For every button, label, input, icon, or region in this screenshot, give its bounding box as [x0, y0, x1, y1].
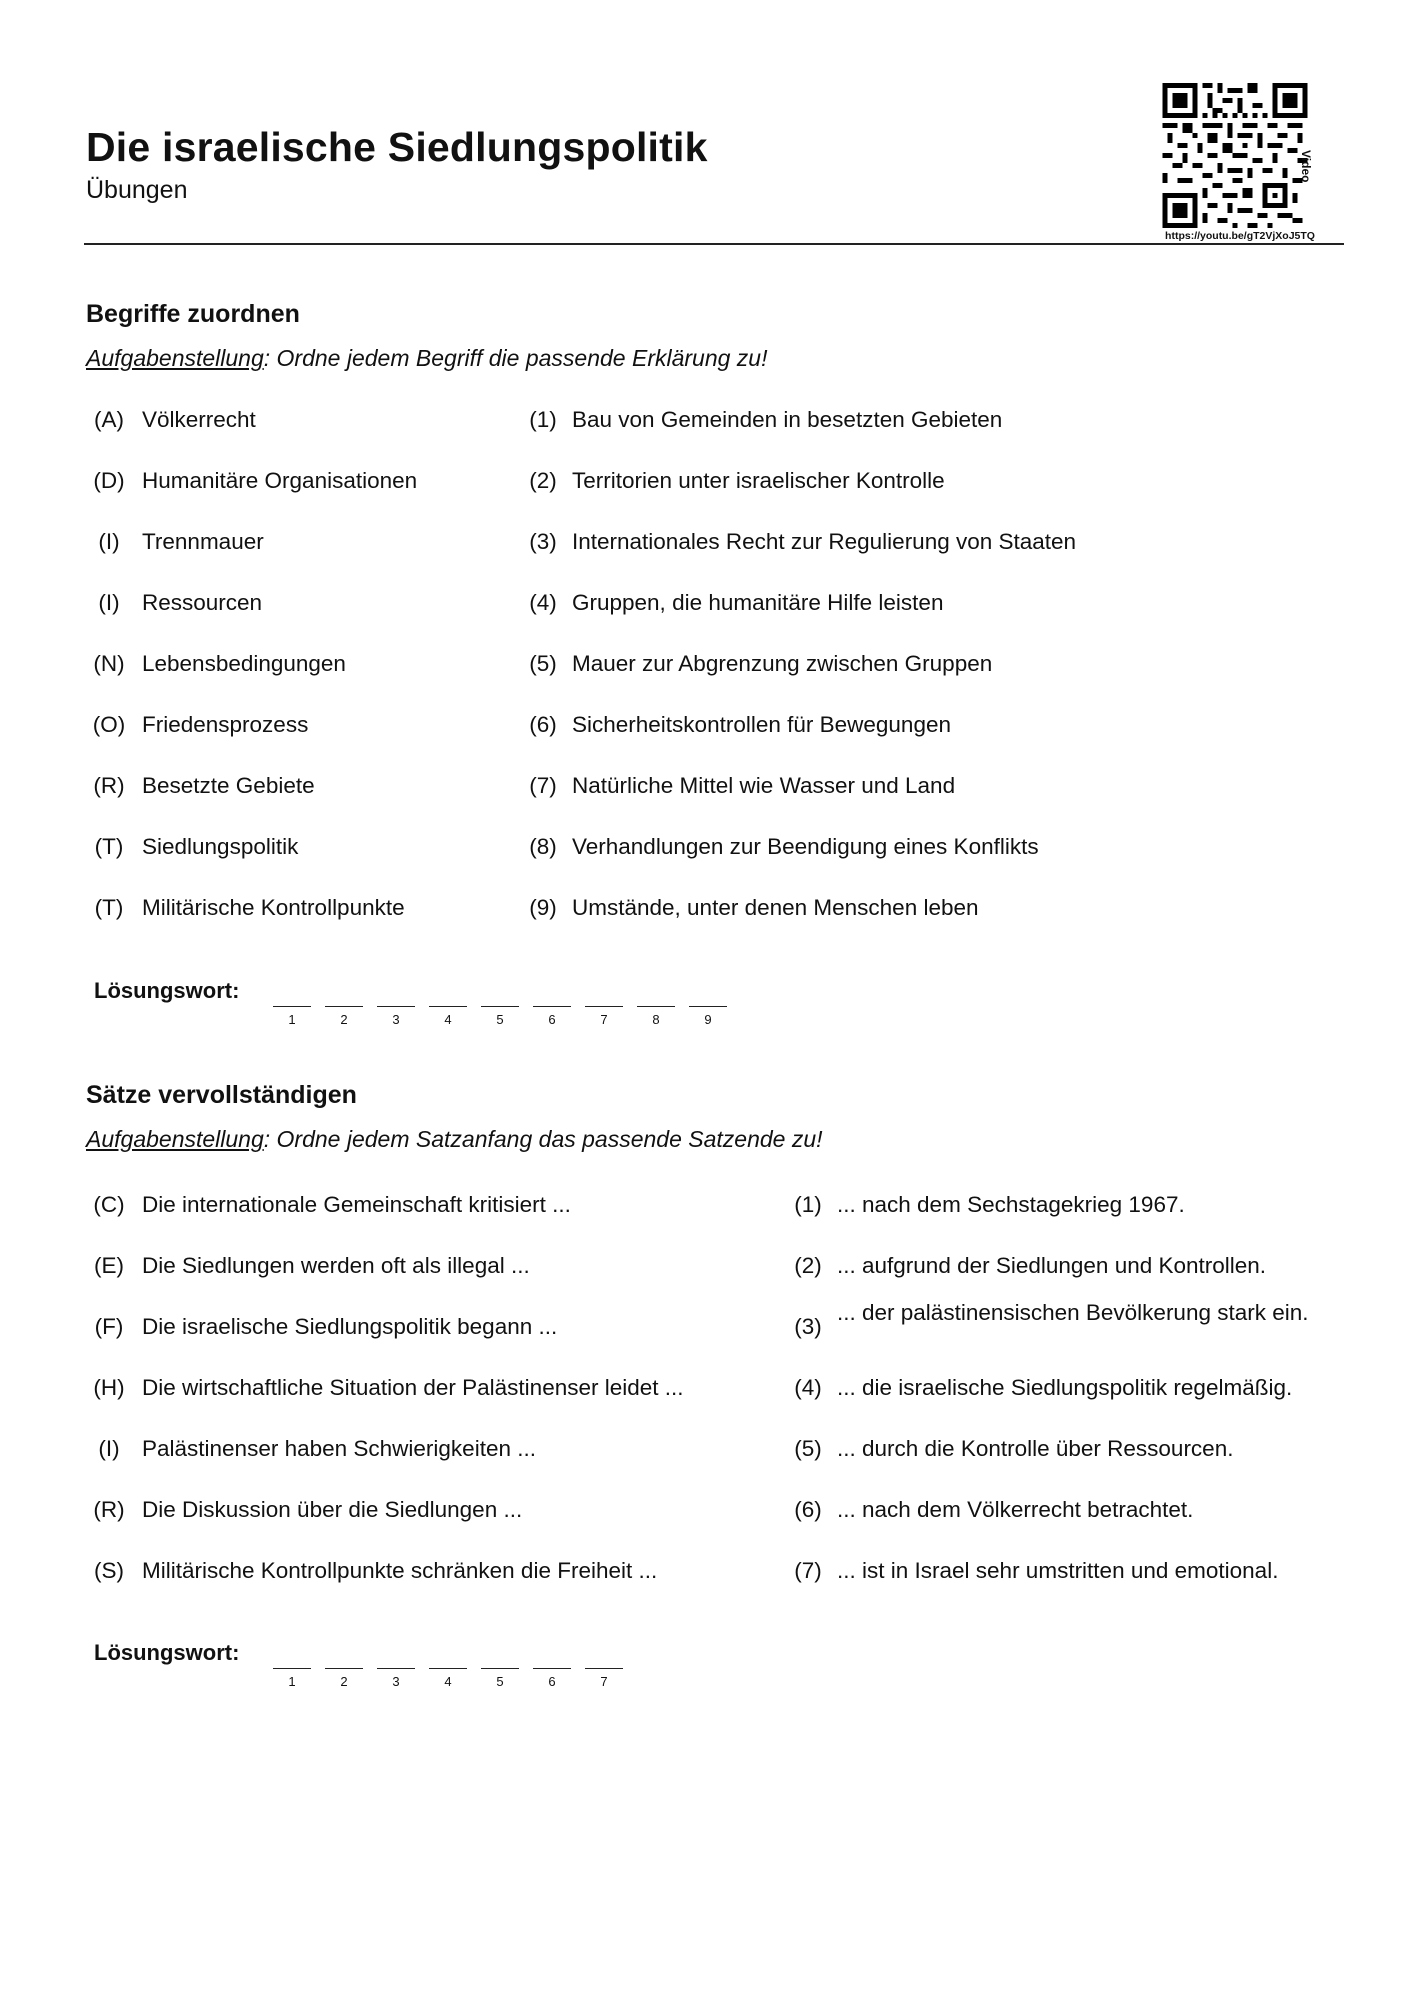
answer-blank[interactable]: [481, 1668, 519, 1669]
term-letter: (T): [94, 834, 124, 859]
blank-number: 6: [548, 1674, 556, 1689]
term-text: Siedlungspolitik: [142, 834, 299, 859]
blank-number: 7: [600, 1674, 608, 1689]
sentence-end-text: ... aufgrund der Siedlungen und Kontrollen.: [837, 1253, 1267, 1278]
instruction-text: : Ordne jedem Satzanfang das passende Satzende zu!: [263, 1126, 823, 1152]
video-label: Video: [1299, 150, 1313, 183]
sentence-start-text: Die Siedlungen werden oft als illegal ...: [142, 1253, 530, 1278]
blank-number: 5: [496, 1674, 504, 1689]
sentence-start-text: Militärische Kontrollpunkte schränken die Freiheit ...: [142, 1558, 658, 1583]
qr-code-icon[interactable]: [1160, 83, 1310, 228]
answer-blank[interactable]: [325, 1006, 363, 1007]
answer-blank[interactable]: [377, 1006, 415, 1007]
answer-blank[interactable]: [429, 1006, 467, 1007]
answer-blank[interactable]: [273, 1668, 311, 1669]
sentence-end-number: (2): [794, 1253, 822, 1278]
sentence-end-text: ... nach dem Völkerrecht betrachtet.: [837, 1497, 1194, 1522]
term-text: Militärische Kontrollpunkte: [142, 895, 405, 920]
definition-number: (9): [529, 895, 557, 920]
instruction-text: : Ordne jedem Begriff die passende Erklärung zu!: [263, 345, 768, 371]
answer-blank[interactable]: [273, 1006, 311, 1007]
answer-blank[interactable]: [585, 1006, 623, 1007]
term-text: Trennmauer: [142, 529, 264, 554]
sentence-letter: (H): [93, 1375, 125, 1400]
sentence-end-number: (6): [794, 1497, 822, 1522]
term-letter: (N): [93, 651, 125, 676]
sentence-end-number: (4): [794, 1375, 822, 1400]
sentence-end-number: (3): [794, 1314, 822, 1339]
answer-blank[interactable]: [377, 1668, 415, 1669]
sentence-letter: (I): [98, 1436, 120, 1461]
sentence-letter: (R): [93, 1497, 125, 1522]
blank-number: 1: [288, 1012, 296, 1027]
definition-text: Territorien unter israelischer Kontrolle: [572, 468, 945, 493]
sentence-letter: (C): [93, 1192, 125, 1217]
answer-blank[interactable]: [429, 1668, 467, 1669]
blank-number: 3: [392, 1674, 400, 1689]
answer-blank[interactable]: [585, 1668, 623, 1669]
blank-number: 7: [600, 1012, 608, 1027]
term-text: Ressourcen: [142, 590, 263, 615]
definition-number: (6): [529, 712, 557, 737]
instruction-prefix: Aufgabenstellung: [86, 1126, 264, 1152]
page-subtitle: Übungen: [86, 176, 188, 204]
sentence-end-text: ... der palästinensischen Bevölkerung stark ein.: [837, 1300, 1309, 1325]
qr-url-caption[interactable]: https://youtu.be/gT2VjXoJ5TQ: [1165, 230, 1315, 242]
sentence-end-text: ... durch die Kontrolle über Ressourcen.: [837, 1436, 1234, 1461]
sentence-start-text: Die Diskussion über die Siedlungen ...: [142, 1497, 523, 1522]
blank-number: 6: [548, 1012, 556, 1027]
sentence-letter: (S): [94, 1558, 124, 1583]
sentence-letter: (F): [94, 1314, 124, 1339]
definition-text: Sicherheitskontrollen für Bewegungen: [572, 712, 951, 737]
term-letter: (I): [98, 529, 120, 554]
definition-number: (3): [529, 529, 557, 554]
term-letter: (T): [94, 895, 124, 920]
term-letter: (O): [92, 712, 126, 737]
answer-blank[interactable]: [533, 1668, 571, 1669]
blank-number: 2: [340, 1012, 348, 1027]
page-title: Die israelische Siedlungspolitik: [86, 124, 708, 170]
answer-blank[interactable]: [689, 1006, 727, 1007]
definition-text: Umstände, unter denen Menschen leben: [572, 895, 979, 920]
term-text: Besetzte Gebiete: [142, 773, 315, 798]
sentence-start-text: Die wirtschaftliche Situation der Palästinenser leidet ...: [142, 1375, 684, 1400]
blank-number: 9: [704, 1012, 712, 1027]
definition-text: Gruppen, die humanitäre Hilfe leisten: [572, 590, 944, 615]
term-letter: (A): [94, 407, 124, 432]
sentence-end-number: (7): [794, 1558, 822, 1583]
definition-text: Natürliche Mittel wie Wasser und Land: [572, 773, 956, 798]
definition-text: Internationales Recht zur Regulierung von Staaten: [572, 529, 1077, 554]
term-text: Völkerrecht: [142, 407, 256, 432]
answer-blank[interactable]: [533, 1006, 571, 1007]
blank-number: 3: [392, 1012, 400, 1027]
answer-blank[interactable]: [481, 1006, 519, 1007]
term-text: Friedensprozess: [142, 712, 309, 737]
term-letter: (R): [93, 773, 125, 798]
section1-title: Begriffe zuordnen: [86, 300, 300, 328]
blank-number: 1: [288, 1674, 296, 1689]
definition-number: (7): [529, 773, 557, 798]
section2-instruction: [86, 1126, 823, 1153]
definition-text: Verhandlungen zur Beendigung eines Konflikts: [572, 834, 1039, 859]
loesungswort-label: Lösungswort:: [94, 978, 240, 1003]
definition-number: (1): [529, 407, 557, 432]
term-letter: (D): [93, 468, 125, 493]
definition-number: (5): [529, 651, 557, 676]
blank-number: 4: [444, 1012, 452, 1027]
sentence-end-text: ... nach dem Sechstagekrieg 1967.: [837, 1192, 1185, 1217]
instruction-prefix: Aufgabenstellung: [86, 345, 264, 371]
blank-number: 5: [496, 1012, 504, 1027]
section2-title: Sätze vervollständigen: [86, 1081, 357, 1109]
answer-blank[interactable]: [637, 1006, 675, 1007]
definition-number: (8): [529, 834, 557, 859]
term-text: Lebensbedingungen: [142, 651, 346, 676]
sentence-end-number: (1): [794, 1192, 822, 1217]
blank-number: 8: [652, 1012, 660, 1027]
definition-number: (2): [529, 468, 557, 493]
sentence-end-number: (5): [794, 1436, 822, 1461]
sentence-start-text: Die internationale Gemeinschaft kritisiert ...: [142, 1192, 571, 1217]
definition-text: Bau von Gemeinden in besetzten Gebieten: [572, 407, 1003, 432]
section1-instruction: [86, 345, 768, 372]
loesungswort-label: Lösungswort:: [94, 1640, 240, 1665]
definition-number: (4): [529, 590, 557, 615]
blank-number: 2: [340, 1674, 348, 1689]
definition-text: Mauer zur Abgrenzung zwischen Gruppen: [572, 651, 993, 676]
sentence-end-text: ... die israelische Siedlungspolitik regelmäßig.: [837, 1375, 1293, 1400]
sentence-letter: (E): [94, 1253, 124, 1278]
term-text: Humanitäre Organisationen: [142, 468, 418, 493]
sentence-start-text: Palästinenser haben Schwierigkeiten ...: [142, 1436, 536, 1461]
sentence-start-text: Die israelische Siedlungspolitik begann ...: [142, 1314, 558, 1339]
blank-number: 4: [444, 1674, 452, 1689]
header-divider: [84, 243, 1344, 245]
answer-blank[interactable]: [325, 1668, 363, 1669]
sentence-end-text: ... ist in Israel sehr umstritten und emotional.: [837, 1558, 1279, 1583]
term-letter: (I): [98, 590, 120, 615]
